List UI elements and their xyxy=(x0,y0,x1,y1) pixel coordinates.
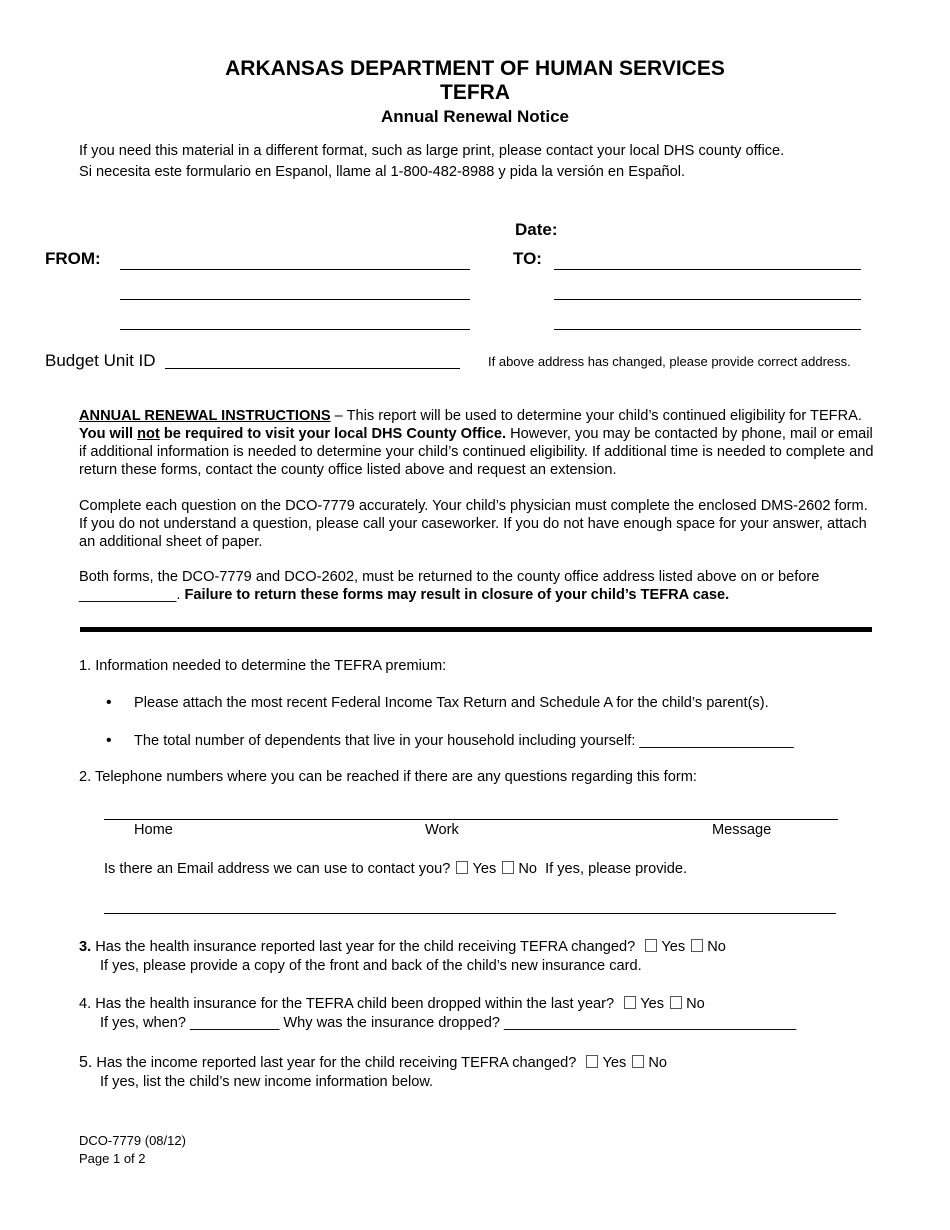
to-address-line-2[interactable] xyxy=(554,299,861,300)
q3-no-checkbox[interactable] xyxy=(691,939,703,952)
to-label: TO: xyxy=(513,249,542,268)
phone-message-label: Message xyxy=(712,822,772,838)
to-address-line-3[interactable] xyxy=(554,329,861,330)
return-deadline-text: Both forms, the DCO-7779 and DCO-2602, must be returned to the county office address listed above on or before ____________. xyxy=(79,569,820,603)
from-address-line-2[interactable] xyxy=(120,299,470,300)
notice-title: Annual Renewal Notice xyxy=(381,107,569,126)
question-5-number: 5. xyxy=(79,1054,93,1071)
email-no-label: No xyxy=(518,861,537,877)
q5-yes-checkbox[interactable] xyxy=(586,1055,598,1068)
address-change-note: If above address has changed, please provide correct address. xyxy=(488,354,851,369)
budget-unit-label: Budget Unit ID xyxy=(45,351,156,370)
instructions-heading: ANNUAL RENEWAL INSTRUCTIONS xyxy=(79,408,331,424)
question-3: Has the health insurance reported last year for the child receiving TEFRA changed? xyxy=(91,939,636,955)
question-3-number: 3. xyxy=(79,939,92,955)
phone-numbers-line[interactable] xyxy=(104,819,838,820)
form-number: DCO-7779 (08/12) xyxy=(79,1133,186,1148)
spanish-note: Si necesita este formulario en Espanol, llame al 1-800-482-8988 y pida la versión en Español. xyxy=(79,164,685,180)
email-yes-checkbox[interactable] xyxy=(456,861,468,874)
phone-home-label: Home xyxy=(134,822,173,838)
phone-work-label: Work xyxy=(425,822,459,838)
instructions-text-1a: – This report will be used to determine your child’s continued eligibility for TEFRA. xyxy=(330,408,862,424)
date-label: Date: xyxy=(515,220,558,239)
section-divider xyxy=(80,627,872,632)
instructions-paragraph-3 xyxy=(79,568,874,604)
email-question: Is there an Email address we can use to contact you? xyxy=(104,861,451,877)
no-visit-note-a: You will xyxy=(79,426,138,442)
from-address-line-1[interactable] xyxy=(120,269,470,270)
question-4-sub[interactable]: If yes, when? ___________ Why was the insurance dropped? ____________________________________ xyxy=(100,1015,797,1031)
question-3-row xyxy=(79,938,726,956)
question-4: 4. Has the health insurance for the TEFRA child been dropped within the last year? xyxy=(79,996,615,1012)
question-5: Has the income reported last year for the child receiving TEFRA changed? xyxy=(92,1055,577,1071)
q4-no-label: No xyxy=(686,996,705,1012)
closure-warning: Failure to return these forms may result in closure of your child’s TEFRA case. xyxy=(184,587,730,603)
no-visit-not: not xyxy=(137,426,160,442)
q4-yes-label: Yes xyxy=(640,996,665,1012)
question-2: 2. Telephone numbers where you can be reached if there are any questions regarding this form: xyxy=(79,769,697,785)
question-1-bullet-2[interactable]: The total number of dependents that live in your household including yourself: ___________________ xyxy=(134,733,794,749)
q5-no-checkbox[interactable] xyxy=(632,1055,644,1068)
question-1: 1. Information needed to determine the TEFRA premium: xyxy=(79,658,447,674)
question-1-bullet-1: Please attach the most recent Federal Income Tax Return and Schedule A for the child’s parent(s). xyxy=(134,695,769,711)
email-question-row xyxy=(104,860,687,878)
q3-no-label: No xyxy=(707,939,726,955)
bullet-2: • xyxy=(106,732,112,749)
to-address-line-1[interactable] xyxy=(554,269,861,270)
email-no-checkbox[interactable] xyxy=(502,861,514,874)
question-5-sub: If yes, list the child’s new income information below. xyxy=(100,1074,434,1090)
instructions-text-1b: However, you may be contacted by phone, mail or email if additional information is needed to determine your child’s continued eligibility. If additional time is needed to complete and return these forms, contact the county office listed above and request an extension. xyxy=(79,426,874,478)
instructions-paragraph-2: Complete each question on the DCO-7779 accurately. Your child’s physician must complete the enclosed DMS-2602 form. If you do not understand a question, please call your caseworker. If you do not have enough space for your answer, attach an additional sheet of paper. xyxy=(79,498,868,550)
page-number: Page 1 of 2 xyxy=(79,1151,146,1166)
q5-no-label: No xyxy=(648,1055,667,1071)
q4-no-checkbox[interactable] xyxy=(670,996,682,1009)
question-3-sub: If yes, please provide a copy of the front and back of the child’s new insurance card. xyxy=(100,958,642,974)
question-5-row xyxy=(79,1054,667,1072)
email-address-line[interactable] xyxy=(104,913,836,914)
q3-yes-label: Yes xyxy=(661,939,686,955)
bullet-1: • xyxy=(106,694,112,711)
format-note: If you need this material in a different format, such as large print, please contact your local DHS county office. xyxy=(79,143,785,159)
budget-unit-field[interactable] xyxy=(165,368,460,369)
q4-yes-checkbox[interactable] xyxy=(624,996,636,1009)
q3-yes-checkbox[interactable] xyxy=(645,939,657,952)
instructions-paragraph-1 xyxy=(79,407,874,479)
email-provide-text: If yes, please provide. xyxy=(545,861,688,877)
from-address-line-3[interactable] xyxy=(120,329,470,330)
question-4-row xyxy=(79,995,705,1013)
from-label: FROM: xyxy=(45,249,101,268)
q5-yes-label: Yes xyxy=(602,1055,627,1071)
program-title: TEFRA xyxy=(440,81,510,104)
email-yes-label: Yes xyxy=(472,861,497,877)
no-visit-note-b: be required to visit your local DHS County Office. xyxy=(159,426,507,442)
agency-title: ARKANSAS DEPARTMENT OF HUMAN SERVICES xyxy=(225,57,725,80)
